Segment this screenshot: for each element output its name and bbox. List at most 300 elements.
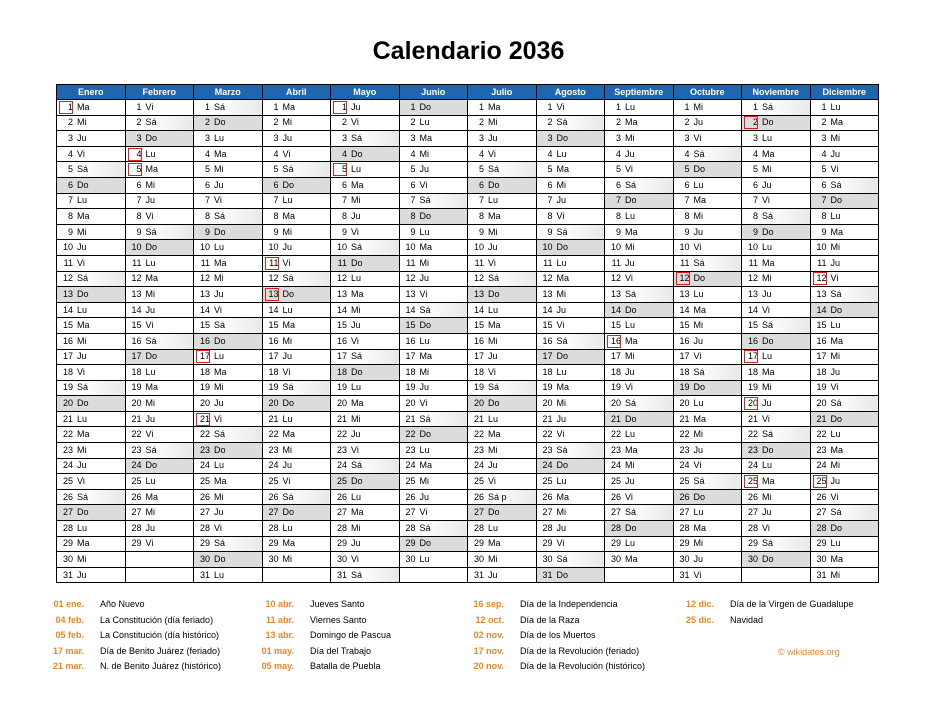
day-cell: [125, 318, 194, 334]
holiday-date: 25 dic.: [685, 614, 714, 625]
day-number: 18: [62, 366, 73, 377]
day-number: 20: [473, 398, 484, 409]
day-number: 7: [273, 195, 279, 206]
weekday-abbr: Lu: [488, 522, 499, 533]
weekday-abbr: Sá: [282, 273, 294, 284]
weekday-abbr: Ma: [693, 522, 707, 533]
weekday-abbr: Sá: [625, 398, 637, 409]
holiday-date: 20 nov.: [473, 661, 504, 671]
holiday-name: Jueves Santo: [310, 599, 365, 609]
day-cell: [673, 427, 742, 443]
weekday-abbr: Lu: [625, 538, 636, 549]
day-number: 29: [542, 538, 553, 549]
day-cell: [605, 521, 674, 537]
weekday-abbr: Ju: [625, 366, 635, 377]
day-cell: [742, 177, 811, 193]
weekday-abbr: Lu: [693, 288, 704, 299]
weekday-abbr: Do: [214, 226, 226, 237]
holiday-name: Día de la Revolución (feriado): [520, 645, 640, 656]
day-row: [57, 287, 879, 303]
day-cell: [125, 489, 194, 505]
day-row: [57, 302, 879, 318]
day-number: 25: [542, 476, 553, 487]
weekday-abbr: Lu: [762, 351, 773, 362]
day-cell: [331, 443, 400, 459]
day-number: 30: [62, 554, 73, 565]
day-cell: [57, 552, 126, 568]
day-cell: [605, 100, 674, 116]
weekday-abbr: Sá p: [488, 491, 507, 502]
weekday-abbr: Mi: [419, 366, 429, 377]
day-row: [57, 162, 879, 178]
day-number: 22: [542, 429, 553, 440]
day-cell: [399, 193, 468, 209]
weekday-abbr: Sá: [488, 382, 500, 393]
day-cell: [810, 427, 879, 443]
weekday-abbr: Mi: [488, 444, 498, 455]
day-cell: [125, 333, 194, 349]
day-number: 16: [747, 335, 758, 346]
day-number: 30: [542, 554, 553, 565]
day-number: 25: [62, 476, 73, 487]
day-number: 27: [405, 507, 416, 518]
day-cell: [331, 458, 400, 474]
day-number: 22: [199, 429, 210, 440]
day-number: 26: [405, 491, 416, 502]
day-cell: [57, 131, 126, 147]
day-cell: [605, 193, 674, 209]
weekday-abbr: Lu: [145, 148, 156, 159]
weekday-abbr: Lu: [556, 366, 567, 377]
weekday-abbr: Ju: [762, 507, 772, 518]
day-cell: [673, 271, 742, 287]
day-cell: [331, 302, 400, 318]
month-header: Junio: [399, 85, 468, 100]
weekday-abbr: Sá: [693, 366, 705, 377]
weekday-abbr: Ma: [419, 351, 433, 362]
weekday-abbr: Ju: [762, 288, 772, 299]
month-header: Septiembre: [605, 85, 674, 100]
day-number: 1: [136, 101, 142, 112]
weekday-abbr: Do: [762, 444, 774, 455]
day-number: 18: [816, 366, 827, 377]
weekday-abbr: Lu: [282, 304, 293, 315]
weekday-abbr: Sá: [77, 273, 89, 284]
day-number: 14: [473, 304, 484, 315]
day-cell: [536, 427, 605, 443]
weekday-abbr: Ju: [145, 413, 156, 424]
day-number: 18: [268, 366, 279, 377]
weekday-abbr: Lu: [145, 366, 156, 377]
weekday-abbr: Do: [351, 257, 363, 268]
weekday-abbr: Ma: [77, 101, 90, 112]
day-number: 15: [610, 320, 621, 331]
day-number: 11: [817, 257, 827, 268]
day-cell: [810, 146, 879, 162]
weekday-abbr: Do: [214, 554, 226, 565]
holiday-date: 02 nov.: [473, 630, 504, 640]
weekday-abbr: Vi: [693, 351, 702, 362]
day-cell: [536, 318, 605, 334]
day-number: 7: [478, 195, 484, 206]
day-row: [57, 552, 879, 568]
day-number: 19: [62, 382, 73, 393]
day-number: 29: [679, 538, 690, 549]
weekday-abbr: Mi: [693, 320, 703, 331]
weekday-abbr: Ju: [419, 382, 430, 393]
weekday-abbr: Sá: [556, 554, 568, 565]
weekday-abbr: Vi: [214, 304, 222, 315]
day-number: 23: [131, 444, 142, 455]
weekday-abbr: Ju: [282, 460, 293, 471]
weekday-abbr: Mi: [145, 398, 155, 409]
weekday-abbr: Mi: [625, 242, 635, 253]
day-number: 18: [336, 366, 347, 377]
day-cell: [399, 209, 468, 225]
day-cell: [742, 240, 811, 256]
weekday-abbr: Do: [145, 351, 158, 362]
weekday-abbr: Ma: [145, 382, 159, 393]
weekday-abbr: Do: [419, 210, 432, 221]
day-cell: [331, 193, 400, 209]
day-number: 5: [410, 164, 416, 175]
weekday-abbr: Mi: [351, 304, 361, 315]
day-number: 27: [679, 507, 690, 518]
weekday-abbr: Sá: [762, 429, 774, 440]
day-cell: [399, 115, 468, 131]
day-cell: [399, 489, 468, 505]
day-cell: [331, 380, 400, 396]
day-number: 14: [679, 304, 690, 315]
weekday-abbr: Vi: [282, 476, 291, 487]
day-cell: [605, 271, 674, 287]
holiday-name: Día de la Revolución (histórico): [520, 661, 646, 671]
day-row: [57, 146, 879, 162]
day-number: 11: [132, 257, 142, 268]
weekday-abbr: Lu: [351, 491, 362, 502]
day-number: 7: [752, 195, 758, 206]
day-cell: [331, 505, 400, 521]
weekday-abbr: Vi: [351, 117, 359, 128]
day-cell: [536, 255, 605, 271]
day-cell: [742, 396, 811, 412]
weekday-abbr: Lu: [488, 195, 499, 206]
day-number: 24: [816, 460, 827, 471]
day-cell: [536, 411, 605, 427]
day-number: 24: [405, 460, 416, 471]
weekday-abbr: Sá: [282, 164, 294, 175]
day-cell: [673, 131, 742, 147]
day-cell: [125, 365, 194, 381]
weekday-abbr: Ma: [488, 101, 501, 112]
weekday-abbr: Ma: [351, 507, 364, 518]
day-cell: [262, 115, 331, 131]
day-number: 26: [679, 491, 690, 502]
holiday-item: [30, 597, 221, 613]
weekday-abbr: Sá: [351, 242, 363, 253]
day-cell: [810, 567, 879, 583]
day-cell: [536, 552, 605, 568]
day-number: 13: [816, 288, 827, 299]
day-number: 19: [405, 382, 416, 393]
weekday-abbr: Lu: [419, 444, 430, 455]
day-number: 12: [336, 273, 347, 284]
weekday-abbr: Ma: [556, 491, 570, 502]
weekday-abbr: Sá: [556, 226, 568, 237]
day-cell: [536, 287, 605, 303]
weekday-abbr: Lu: [693, 398, 704, 409]
weekday-abbr: Do: [830, 304, 843, 315]
day-number: 6: [136, 179, 142, 190]
empty-cell: [742, 567, 811, 583]
day-number: 9: [410, 226, 416, 237]
weekday-abbr: Lu: [693, 179, 704, 190]
weekday-abbr: Lu: [762, 242, 773, 253]
day-cell: [125, 115, 194, 131]
weekday-abbr: Sá: [214, 210, 226, 221]
day-number: 8: [821, 210, 827, 221]
day-cell: [399, 427, 468, 443]
day-cell: [194, 396, 263, 412]
day-cell: [331, 396, 400, 412]
weekday-abbr: Ma: [556, 273, 570, 284]
weekday-abbr: Do: [625, 522, 637, 533]
day-number: 10: [62, 242, 73, 253]
day-row: [57, 521, 879, 537]
day-cell: [810, 240, 879, 256]
day-cell: [194, 505, 263, 521]
day-cell: [468, 131, 537, 147]
day-number: 12: [813, 272, 827, 285]
holiday-item: [240, 628, 391, 644]
day-number: 3: [684, 132, 690, 143]
day-number: 4: [615, 148, 621, 159]
day-number: 28: [62, 522, 73, 533]
holiday-name: Día del Trabajo: [310, 645, 372, 656]
day-cell: [331, 100, 400, 116]
day-number: 27: [610, 507, 621, 518]
day-number: 29: [747, 538, 758, 549]
day-row: [57, 411, 879, 427]
day-cell: [742, 427, 811, 443]
weekday-abbr: Mi: [625, 132, 635, 143]
day-cell: [331, 349, 400, 365]
weekday-abbr: Mi: [351, 522, 361, 533]
day-number: 11: [265, 257, 279, 270]
day-number: 12: [199, 273, 210, 284]
weekday-abbr: Ma: [488, 320, 501, 331]
day-number: 11: [337, 257, 347, 268]
weekday-abbr: Lu: [419, 335, 430, 346]
day-number: 22: [610, 429, 621, 440]
day-cell: [468, 333, 537, 349]
weekday-abbr: Do: [282, 398, 295, 409]
weekday-abbr: Ju: [77, 132, 87, 143]
month-header: Agosto: [536, 85, 605, 100]
weekday-abbr: Vi: [625, 273, 633, 284]
day-number: 27: [131, 507, 142, 518]
weekday-abbr: Ju: [419, 164, 430, 175]
day-number: 9: [478, 226, 484, 237]
weekday-abbr: Vi: [488, 148, 496, 159]
day-number: 28: [816, 522, 827, 533]
weekday-abbr: Vi: [693, 569, 702, 580]
holiday-date: 16 sep.: [473, 599, 504, 609]
day-number: 29: [405, 538, 416, 549]
weekday-abbr: Vi: [556, 101, 565, 112]
holiday-item: [450, 644, 645, 660]
weekday-abbr: Ma: [762, 476, 775, 487]
weekday-abbr: Ju: [282, 132, 293, 143]
day-number: 24: [131, 460, 142, 471]
day-cell: [673, 193, 742, 209]
weekday-abbr: Vi: [77, 476, 85, 487]
holiday-item: [30, 628, 221, 644]
weekday-abbr: Vi: [419, 398, 428, 409]
day-cell: [742, 365, 811, 381]
weekday-abbr: Lu: [625, 320, 636, 331]
day-cell: [605, 131, 674, 147]
day-cell: [468, 162, 537, 178]
day-number: 26: [62, 491, 73, 502]
holiday-item: [240, 597, 391, 613]
day-number: 30: [336, 554, 347, 565]
holiday-column-4: [660, 597, 853, 628]
day-cell: [57, 333, 126, 349]
weekday-abbr: Vi: [77, 257, 85, 268]
holiday-name: Día de los Muertos: [520, 630, 596, 640]
weekday-abbr: Sá: [282, 382, 294, 393]
day-number: 13: [199, 288, 210, 299]
day-number: 3: [821, 132, 827, 143]
weekday-abbr: Vi: [488, 257, 496, 268]
weekday-abbr: Vi: [351, 226, 359, 237]
day-number: 7: [821, 195, 827, 206]
day-number: 8: [752, 210, 758, 221]
day-row: [57, 100, 879, 116]
day-cell: [468, 177, 537, 193]
day-number: 21: [610, 413, 621, 424]
day-cell: [742, 536, 811, 552]
day-number: 13: [610, 288, 621, 299]
day-cell: [605, 177, 674, 193]
day-cell: [536, 271, 605, 287]
day-cell: [57, 115, 126, 131]
day-cell: [125, 287, 194, 303]
day-number: 22: [268, 429, 279, 440]
day-cell: [399, 302, 468, 318]
day-cell: [536, 240, 605, 256]
day-row: [57, 365, 879, 381]
day-cell: [57, 411, 126, 427]
weekday-abbr: Sá: [625, 507, 637, 518]
day-number: 9: [273, 226, 279, 237]
holiday-name: La Constitución (día histórico): [100, 630, 220, 640]
holiday-date: 05 feb.: [55, 630, 84, 640]
day-cell: [605, 443, 674, 459]
day-cell: [605, 146, 674, 162]
day-number: 3: [478, 132, 484, 143]
day-cell: [673, 115, 742, 131]
day-number: 13: [62, 288, 73, 299]
day-number: 8: [684, 210, 690, 221]
day-number: 3: [67, 132, 73, 143]
weekday-abbr: Do: [762, 117, 774, 128]
weekday-abbr: Lu: [556, 148, 567, 159]
day-cell: [331, 240, 400, 256]
day-number: 23: [747, 444, 758, 455]
day-cell: [810, 224, 879, 240]
weekday-abbr: Ma: [77, 429, 90, 440]
day-cell: [468, 552, 537, 568]
weekday-abbr: Do: [488, 398, 500, 409]
day-number: 22: [336, 429, 347, 440]
weekday-abbr: Ma: [351, 288, 364, 299]
day-cell: [57, 177, 126, 193]
holiday-date: 11 abr.: [265, 614, 294, 625]
day-cell: [536, 474, 605, 490]
day-cell: [810, 193, 879, 209]
empty-cell: [605, 567, 674, 583]
day-number: 27: [747, 507, 758, 518]
day-number: 7: [136, 195, 142, 206]
day-number: 19: [336, 382, 347, 393]
holiday-name: Día de Benito Juárez (feriado): [100, 645, 221, 656]
day-number: 29: [816, 538, 827, 549]
day-number: 11: [680, 257, 690, 268]
day-cell: [262, 349, 331, 365]
day-cell: [262, 443, 331, 459]
weekday-abbr: Ju: [488, 460, 498, 471]
day-cell: [810, 333, 879, 349]
day-cell: [605, 489, 674, 505]
day-number: 11: [406, 257, 416, 268]
weekday-abbr: Vi: [214, 413, 222, 424]
day-cell: [468, 255, 537, 271]
day-row: [57, 255, 879, 271]
day-number: 19: [610, 382, 621, 393]
day-number: 8: [478, 210, 484, 221]
day-cell: [673, 100, 742, 116]
weekday-abbr: Vi: [556, 320, 565, 331]
day-number: 18: [131, 366, 142, 377]
day-cell: [673, 318, 742, 334]
weekday-abbr: Vi: [625, 491, 633, 502]
holiday-date: 17 nov.: [473, 645, 504, 656]
day-number: 5: [547, 164, 553, 175]
day-number: 2: [821, 117, 827, 128]
day-cell: [468, 209, 537, 225]
day-number: 20: [542, 398, 553, 409]
day-number: 2: [615, 117, 621, 128]
day-number: 4: [67, 148, 73, 159]
day-cell: [262, 318, 331, 334]
day-number: 6: [615, 179, 621, 190]
day-number: 14: [405, 304, 416, 315]
day-cell: [262, 224, 331, 240]
day-cell: [399, 162, 468, 178]
day-number: 15: [405, 320, 416, 331]
watermark[interactable]: © wikidates.org: [778, 647, 840, 657]
day-cell: [673, 177, 742, 193]
day-number: 17: [542, 351, 553, 362]
day-row: [57, 318, 879, 334]
day-number: 5: [684, 164, 690, 175]
day-cell: [810, 505, 879, 521]
day-number: 1: [410, 101, 416, 112]
day-cell: [810, 458, 879, 474]
day-cell: [536, 333, 605, 349]
